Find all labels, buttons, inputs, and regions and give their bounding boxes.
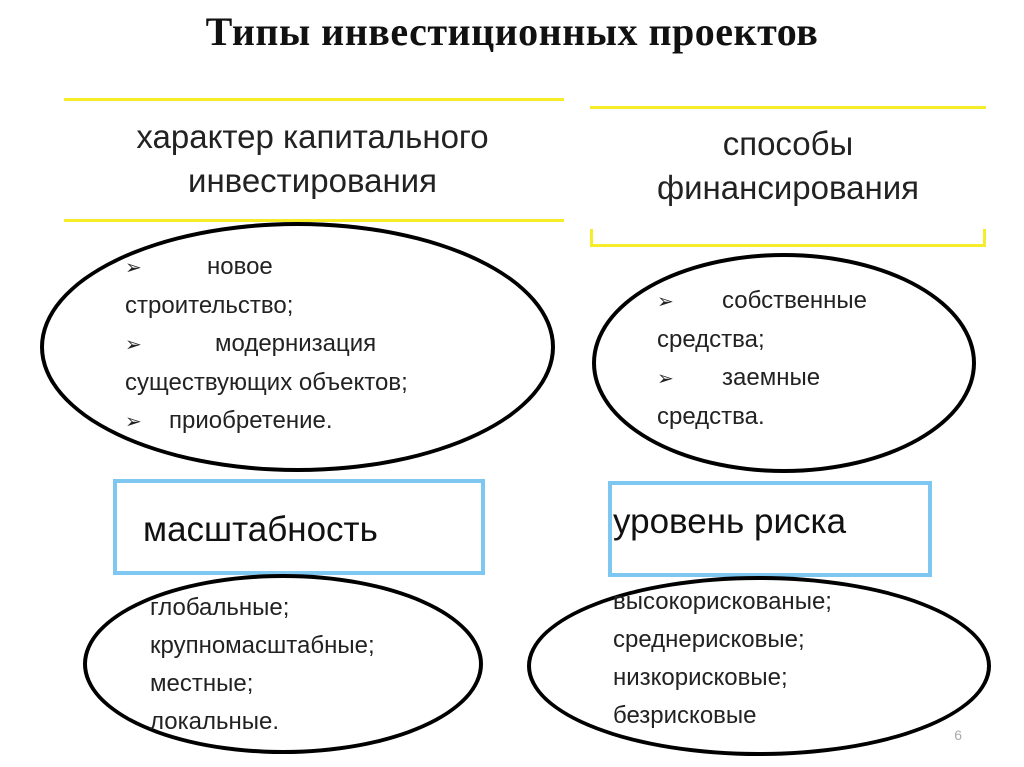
list-item: ➢ собственные — [657, 282, 867, 321]
list-item: ➢ приобретение. — [125, 402, 408, 441]
risk-list — [613, 583, 832, 735]
list-item: ➢ заемные — [657, 359, 867, 398]
financing-list — [657, 282, 867, 436]
arrow-bullet-icon: ➢ — [125, 257, 142, 279]
capital-heading-line1: характер капитального — [136, 118, 489, 155]
list-item: ➢ модернизация — [125, 325, 408, 364]
capital-heading-line2: инвестирования — [188, 162, 437, 199]
list-item-cont: средства. — [657, 403, 765, 430]
financing-heading-line2: финансирования — [656, 169, 920, 206]
arrow-bullet-icon: ➢ — [125, 411, 142, 433]
list-item: среднерисковые; — [613, 626, 805, 653]
list-item-cont: средства; — [657, 326, 765, 353]
arrow-bullet-icon: ➢ — [657, 368, 674, 390]
list-item: ➢ новое — [125, 248, 408, 287]
financing-heading — [590, 122, 986, 210]
arrow-bullet-icon: ➢ — [657, 291, 674, 313]
list-item: локальные. — [150, 708, 280, 735]
page-title: Типы инвестиционных проектов — [205, 9, 819, 54]
divider-top-right — [590, 106, 986, 109]
divider-top-left — [64, 98, 564, 101]
risk-label: уровень риска — [613, 502, 847, 541]
list-item: безрисковые — [613, 702, 757, 729]
capital-list — [125, 248, 408, 441]
financing-heading-line1: способы — [722, 125, 854, 162]
capital-heading — [60, 115, 565, 203]
list-item: глобальные; — [150, 594, 290, 621]
list-item: высокорискованые; — [613, 588, 832, 615]
list-item: крупномасштабные; — [150, 632, 375, 659]
list-item-cont: существующих объектов; — [125, 369, 408, 396]
page-number: 6 — [954, 727, 962, 743]
arrow-bullet-icon: ➢ — [125, 334, 142, 356]
scale-list — [150, 589, 375, 741]
scale-label: масштабность — [143, 510, 378, 549]
list-item: местные; — [150, 670, 254, 697]
list-item-cont: строительство; — [125, 292, 294, 319]
financing-bracket — [590, 229, 986, 247]
list-item: низкорисковые; — [613, 664, 788, 691]
